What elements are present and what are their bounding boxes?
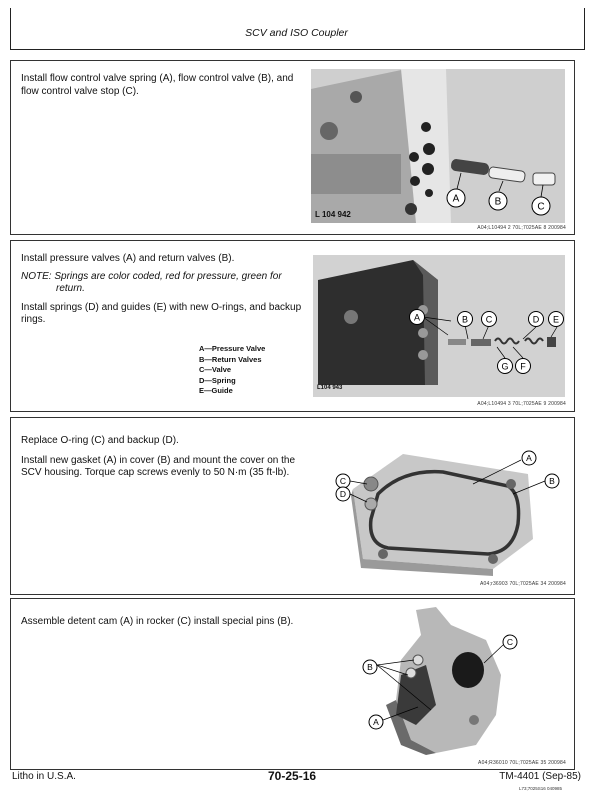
figure-flow-control-valve bbox=[311, 69, 565, 223]
footer-manual-id: TM-4401 (Sep-85) bbox=[499, 771, 581, 782]
legend-item: D—Spring bbox=[199, 375, 236, 385]
figure-4-callout-c: C bbox=[506, 637, 514, 647]
section-pressure-return-valves bbox=[10, 240, 575, 412]
legend-item: A—Pressure Valve bbox=[199, 344, 266, 353]
section-3-text bbox=[21, 435, 303, 480]
figure-1-callout-a: A bbox=[452, 193, 460, 205]
section-2-text bbox=[21, 253, 303, 327]
section-1-paragraph: Install flow control valve spring (A), flow control valve (B), and flow control valve stop (C). bbox=[21, 73, 294, 97]
note-body: Springs are color coded, red for pressure, green for return. bbox=[54, 270, 282, 294]
section-3-paragraph-2: Install new gasket (A) in cover (B) and mount the cover on the SCV housing. Torque cap screws evenly to 50 N·m (35 ft-lb). bbox=[21, 454, 296, 478]
legend-item: C—Valve bbox=[199, 365, 232, 374]
note-prefix: NOTE: bbox=[21, 270, 52, 282]
figure-pressure-valves bbox=[313, 255, 565, 397]
section-2-note bbox=[21, 271, 303, 296]
figure-4-illustration bbox=[356, 605, 526, 755]
footer-litho: Litho in U.S.A. bbox=[12, 771, 76, 782]
figure-3-callout-d: D bbox=[339, 489, 347, 499]
figure-1-illustration bbox=[311, 69, 565, 223]
figure-1-reference: A04;L10494 2 70L;7025AE 8 200984 bbox=[477, 225, 566, 231]
legend-list bbox=[199, 344, 265, 397]
figure-2-callout-e: E bbox=[552, 314, 560, 325]
figure-2-callout-f: F bbox=[520, 361, 526, 372]
figure-1-callout-b: B bbox=[494, 196, 502, 208]
figure-2-callout-a: A bbox=[413, 312, 421, 323]
section-gasket-cover bbox=[10, 417, 575, 595]
figure-2-label: L104 943 bbox=[317, 385, 343, 391]
figure-4-callout-a: A bbox=[373, 717, 379, 727]
section-2-paragraph-2: Install springs (D) and guides (E) with new O-rings, and backup rings. bbox=[21, 301, 302, 325]
figure-3-reference: A04;r36903 70L;7025AE 34 200984 bbox=[480, 581, 566, 587]
figure-2-illustration bbox=[313, 255, 565, 397]
figure-1-label: L 104 942 bbox=[315, 210, 351, 219]
section-detent-cam bbox=[10, 598, 575, 770]
section-3-paragraph-1: Replace O-ring (C) and backup (D). bbox=[21, 435, 179, 446]
section-4-paragraph: Assemble detent cam (A) in rocker (C) install special pins (B). bbox=[21, 616, 294, 627]
figure-2-callout-c: C bbox=[485, 314, 493, 325]
figure-detent-cam bbox=[356, 605, 526, 755]
legend-item: E—Guide bbox=[199, 386, 233, 395]
legend-item: B—Return Valves bbox=[199, 354, 262, 364]
figure-3-callout-b: B bbox=[549, 476, 555, 486]
figure-4-callout-b: B bbox=[367, 662, 373, 672]
figure-3-illustration bbox=[323, 444, 565, 576]
header-rule bbox=[10, 49, 585, 50]
figure-2-reference: A04;L10494 3 70L;7025AE 9 200984 bbox=[477, 401, 566, 407]
figure-1-callout-c: C bbox=[537, 201, 545, 213]
footer-code: L73;7025S16 040985 bbox=[519, 786, 563, 791]
section-2-paragraph-1: Install pressure valves (A) and return valves (B). bbox=[21, 253, 235, 264]
figure-3-callout-a: A bbox=[526, 453, 532, 463]
section-flow-control-valve bbox=[10, 60, 575, 235]
section-1-text bbox=[21, 73, 303, 98]
figure-2-callout-d: D bbox=[532, 314, 540, 325]
figure-gasket-cover bbox=[323, 444, 565, 576]
figure-4-reference: A04;R36010 70L;7025AE 35 200984 bbox=[478, 760, 566, 766]
figure-3-callout-c: C bbox=[339, 476, 347, 486]
figure-2-callout-g: G bbox=[501, 361, 509, 372]
figure-2-callout-b: B bbox=[461, 314, 469, 325]
footer-page-number: 70-25-16 bbox=[268, 769, 317, 783]
section-4-text bbox=[21, 616, 303, 629]
page-title: SCV and ISO Coupler bbox=[245, 27, 348, 39]
